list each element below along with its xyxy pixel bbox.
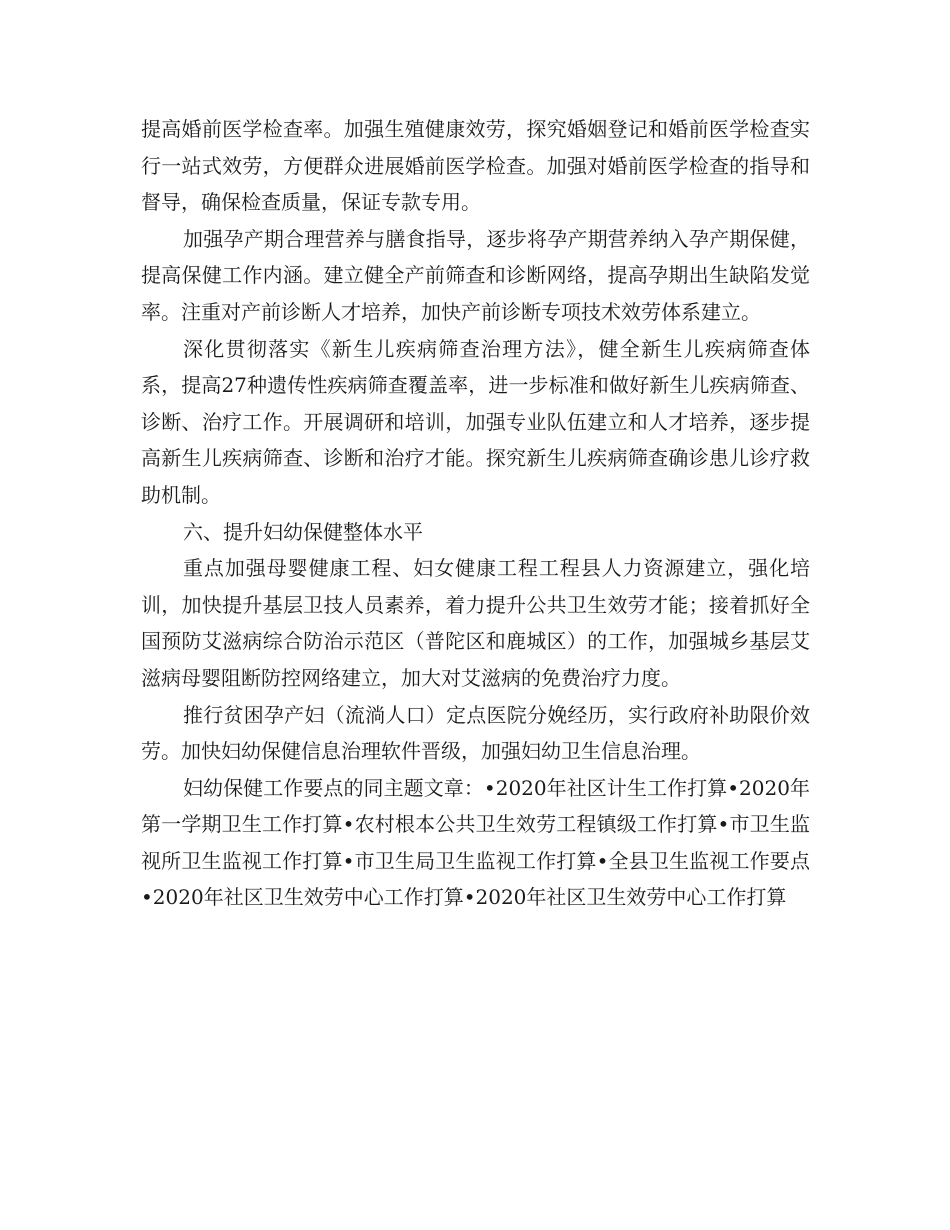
paragraph-poverty-delivery: 推行贫困孕产妇（流淌人口）定点医院分娩经历，实行政府补助限价效劳。加快妇幼保健信息治理软件晋级，加强妇幼卫生信息治理。	[141, 702, 810, 764]
paragraph-premarital-exam: 提高婚前医学检查率。加强生殖健康效劳，探究婚姻登记和婚前医学检查实行一站式效劳，方便群众进展婚前医学检查。加强对婚前医学检查的指导和督导，确保检查质量，保证专款专用。	[141, 117, 810, 215]
paragraph-maternal-health: 重点加强母婴健康工程、妇女健康工程工程县人力资源建立，强化培训，加快提升基层卫技人员素养，着力提升公共卫生效劳才能；接着抓好全国预防艾滋病综合防治示范区（普陀区和鹿城区）的工作，加强城乡基层艾滋病母婴阻断防控网络建立，加大对艾滋病的免费治疗力度。	[141, 556, 810, 690]
document-body	[141, 111, 810, 916]
paragraph-newborn-screening: 深化贯彻落实《新生儿疾病筛查治理方法》，健全新生儿疾病筛查体系，提高27种遗传性疾病筛查覆盖率，进一步标准和做好新生儿疾病筛查、诊断、治疗工作。开展调研和培训，加强专业队伍建立和人才培养，逐步提高新生儿疾病筛查、诊断和治疗才能。探究新生儿疾病筛查确诊患儿诊疗救助机制。	[141, 336, 810, 507]
paragraph-related-articles: 妇幼保健工作要点的同主题文章：•2020年社区计生工作打算•2020年第一学期卫生工作打算•农村根本公共卫生效劳工程镇级工作打算•市卫生监视所卫生监视工作打算•市卫生局卫生监视工作打算•全县卫生监视工作要点•2020年社区卫生效劳中心工作打算•2020年社区卫生效劳中心工作打算	[141, 775, 810, 910]
section-heading: 六、提升妇幼保健整体水平	[183, 519, 423, 544]
paragraph-prenatal-nutrition: 加强孕产期合理营养与膳食指导，逐步将孕产期营养纳入孕产期保健，提高保健工作内涵。建立健全产前筛查和诊断网络，提高孕期出生缺陷发觉率。注重对产前诊断人才培养，加快产前诊断专项技术效劳体系建立。	[141, 226, 810, 324]
